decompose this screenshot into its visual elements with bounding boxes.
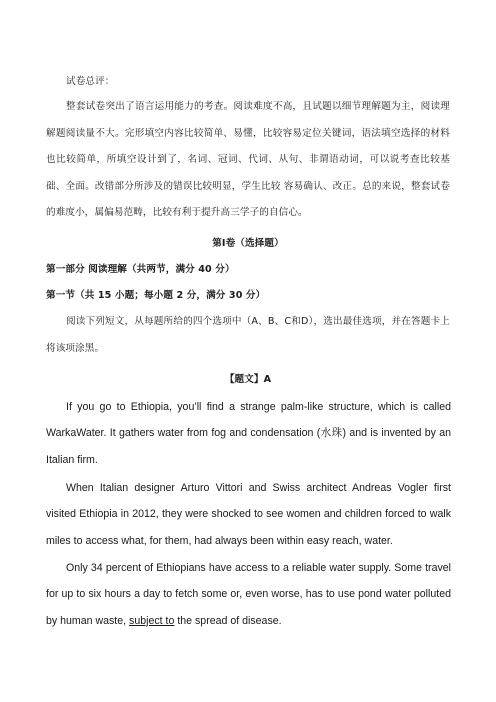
instructions-paragraph: 阅读下列短文，从每题所给的四个选项中（A、B、C和D），选出最佳选项，并在答题卡上将该项涂黑。	[46, 316, 450, 354]
underlined-phrase: subject to	[129, 614, 175, 627]
section-title: 第一节（共 15 小题；每小题 2 分，满分 30 分）	[46, 290, 266, 301]
volume-title: 第Ⅰ卷（选择题）	[212, 238, 284, 249]
review-paragraph: 整套试卷突出了语言运用能力的考查。阅读难度不高，且试题以细节理解题为主，阅读理解题阅读量不大。完形填空内容比较简单、易懂，比较容易定位关键词，语法填空选择的材料也比较简单，所填空设计到了，名词、冠词、代词、从句、非谓语动词，可以说考查比较基础、全面。改错部分所涉及的错误比较明显，学生比较 容易确认、改正。总的来说，整套试卷的难度小，属偏易范畴，比较有利于提升高三学子的自信心。	[46, 101, 450, 218]
passage-label: 【题文】A	[224, 374, 272, 385]
review-heading: 试卷总评：	[66, 76, 115, 87]
passage-p3-tail: the spread of disease.	[174, 614, 282, 627]
passage-paragraph-1: If you go to Ethiopia, you’ll find a strange palm-like structure, which is called WarkaWater. It gathers water from fog and condensation (水珠) and is invented by an Italian firm.	[46, 401, 451, 466]
passage-p3-text: Only 34 percent of Ethiopians have access to a reliable water supply. Some travel for up to six hours a day to fetch some or, even worse, has to use pond water polluted by human waste,	[46, 562, 451, 627]
part-title: 第一部分 阅读理解（共两节，满分 40 分）	[46, 264, 235, 275]
passage-paragraph-2: When Italian designer Arturo Vittori and Swiss architect Andreas Vogler first visited Ethiopia in 2012, they were shocked to see women and children forced to walk miles to access what, for them, had always been within easy reach, water.	[46, 482, 451, 547]
passage-paragraph-3	[46, 555, 451, 634]
